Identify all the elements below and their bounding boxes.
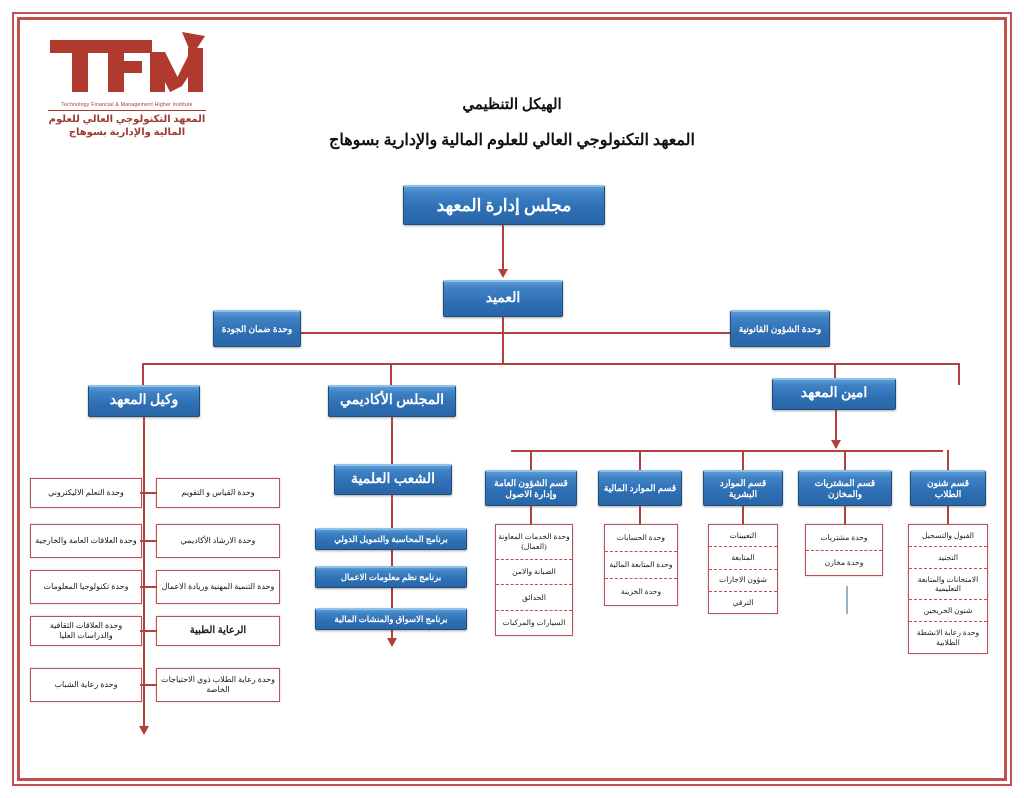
department-units-1: [604, 524, 678, 606]
connector-purchasing-stub: [846, 586, 848, 614]
vice-dean-unit-right-2[interactable]: وحدة التنمية المهنية وريادة الاعمال: [156, 570, 280, 604]
department-1-unit-1[interactable]: وحدة المتابعة المالية: [605, 552, 677, 579]
node-quality-assurance-unit[interactable]: وحدة ضمان الجودة: [213, 310, 301, 347]
department-0-unit-3[interactable]: السيارات والمركبات: [502, 618, 566, 628]
logo-tagline-ar-line2: المالية والإدارية بسوهاج: [68, 127, 186, 138]
connector-department-1: [639, 450, 641, 472]
logo-tagline-ar-line1: المعهد التكنولوجي العالي للعلوم: [48, 114, 206, 125]
chart-subtitle: المعهد التكنولوجي العالي للعلوم المالية والإدارية بسوهاج: [329, 132, 695, 149]
arrow-divisions-spine-end: [387, 638, 397, 647]
connector-department-units-3: [844, 506, 846, 524]
department-0-unit-0[interactable]: وحدة الخدمات المعاونة (العمال): [496, 525, 572, 560]
department-2-unit-0[interactable]: التعيينات: [709, 525, 777, 547]
connector-staff-bar: [247, 332, 755, 334]
department-units-3: [805, 524, 883, 576]
vice-dean-unit-left-2[interactable]: وحدة تكنولوجيا المعلومات: [30, 570, 142, 604]
connector-to-vice-dean: [142, 363, 144, 385]
connector-department-units-1: [639, 506, 641, 524]
vice-dean-unit-right-4[interactable]: وحدة رعاية الطلاب ذوي الاحتياجات الخاصة: [156, 668, 280, 702]
arrow-vice-dean-spine-end: [139, 726, 149, 735]
department-1-unit-0[interactable]: وحدة الحسابات: [605, 525, 677, 552]
node-department-3[interactable]: قسم المشتريات والمخازن: [798, 470, 892, 506]
node-department-0[interactable]: قسم الشؤون العامة وإدارة الاصول: [485, 470, 577, 506]
connector-vice-dean-left-1: [140, 540, 146, 542]
connector-department-2: [742, 450, 744, 472]
connector-board-dean: [502, 225, 504, 273]
node-vice-dean[interactable]: وكيل المعهد: [88, 385, 200, 417]
department-2-unit-3[interactable]: الترقي: [732, 597, 754, 607]
node-dean[interactable]: العميد: [443, 280, 563, 317]
department-units-4: [908, 524, 988, 654]
vice-dean-unit-right-3[interactable]: الرعاية الطبية: [156, 616, 280, 646]
tfm-logo-icon: [42, 30, 212, 102]
logo-tagline-en: Technology Financial & Management Higher Institute: [61, 102, 193, 108]
vice-dean-unit-right-1[interactable]: وحدة الارشاد الأكاديمي: [156, 524, 280, 558]
node-scientific-divisions[interactable]: الشعب العلمية: [334, 464, 452, 495]
connector-department-units-4: [947, 506, 949, 524]
department-3-unit-1[interactable]: وحدة مخازن: [824, 558, 864, 567]
department-2-unit-2[interactable]: شؤون الاجازات: [709, 570, 777, 592]
department-units-2: [708, 524, 778, 614]
department-0-unit-2[interactable]: الحدائق: [496, 585, 572, 610]
node-academic-council[interactable]: المجلس الأكاديمي: [328, 385, 456, 417]
institute-logo: [42, 30, 212, 140]
department-4-unit-3[interactable]: شنون الخريجين: [909, 600, 987, 622]
connector-to-academic-council: [390, 363, 392, 385]
connector-level3-bar: [142, 363, 960, 365]
connector-vice-dean-left-2: [140, 586, 146, 588]
node-legal-affairs-unit[interactable]: وحدة الشؤون القانونية: [730, 310, 830, 347]
vice-dean-unit-left-0[interactable]: وحدة التعلم الاليكتروني: [30, 478, 142, 508]
program-2[interactable]: برنامج الاسواق والمنشات المالية: [315, 608, 467, 630]
logo-divider: [48, 110, 206, 111]
connector-dean-down: [502, 317, 504, 365]
vice-dean-unit-left-3[interactable]: وحدة العلاقات الثقافية والدراسات العليا: [30, 616, 142, 646]
connector-departments-bar: [511, 450, 943, 452]
department-2-unit-1[interactable]: المتابعة: [709, 547, 777, 569]
vice-dean-unit-left-4[interactable]: وحدة رعاية الشباب: [30, 668, 142, 702]
department-4-unit-1[interactable]: التجنيد: [909, 547, 987, 569]
department-units-0: [495, 524, 573, 636]
program-0[interactable]: برنامج المحاسبة والتمويل الدولي: [315, 528, 467, 550]
department-1-unit-2[interactable]: وحدة الخزينة: [620, 587, 662, 597]
connector-department-0: [530, 450, 532, 472]
logo-tagline-ar: [42, 113, 212, 139]
connector-department-units-2: [742, 506, 744, 524]
chart-title: الهيكل التنظيمي: [462, 97, 562, 113]
department-0-unit-1[interactable]: الصيانة والامن: [496, 560, 572, 585]
department-4-unit-2[interactable]: الامتحانات والمتابعة التعليمية: [909, 569, 987, 600]
node-department-1[interactable]: قسم الموارد المالية: [598, 470, 682, 506]
vice-dean-unit-right-0[interactable]: وحدة القياس و التقويم: [156, 478, 280, 508]
program-1[interactable]: برنامج نظم معلومات الاعمال: [315, 566, 467, 588]
connector-vice-dean-left-4: [140, 684, 146, 686]
node-secretary[interactable]: امين المعهد: [772, 378, 896, 410]
arrow-secretary-down: [831, 440, 841, 449]
connector-department-3: [844, 450, 846, 472]
connector-academic-council-divisions: [391, 417, 393, 467]
department-3-unit-0[interactable]: وحدة مشتريات: [806, 525, 882, 551]
connector-level3-right-stub: [958, 363, 960, 385]
node-department-2[interactable]: قسم الموارد البشرية: [703, 470, 783, 506]
connector-vice-dean-left-0: [140, 492, 146, 494]
connector-department-4: [947, 450, 949, 472]
vice-dean-unit-left-1[interactable]: وحدة العلاقات العامة والخارجية: [30, 524, 142, 558]
department-4-unit-4[interactable]: وحدة رعاية الانشطة الطلابية: [916, 628, 980, 647]
node-department-4[interactable]: قسم شنون الطلاب: [910, 470, 986, 506]
connector-department-units-0: [530, 506, 532, 524]
arrow-board-dean: [498, 269, 508, 278]
department-4-unit-0[interactable]: القبول والتسجيل: [909, 525, 987, 547]
node-board[interactable]: مجلس إدارة المعهد: [403, 185, 605, 225]
connector-vice-dean-left-3: [140, 630, 146, 632]
